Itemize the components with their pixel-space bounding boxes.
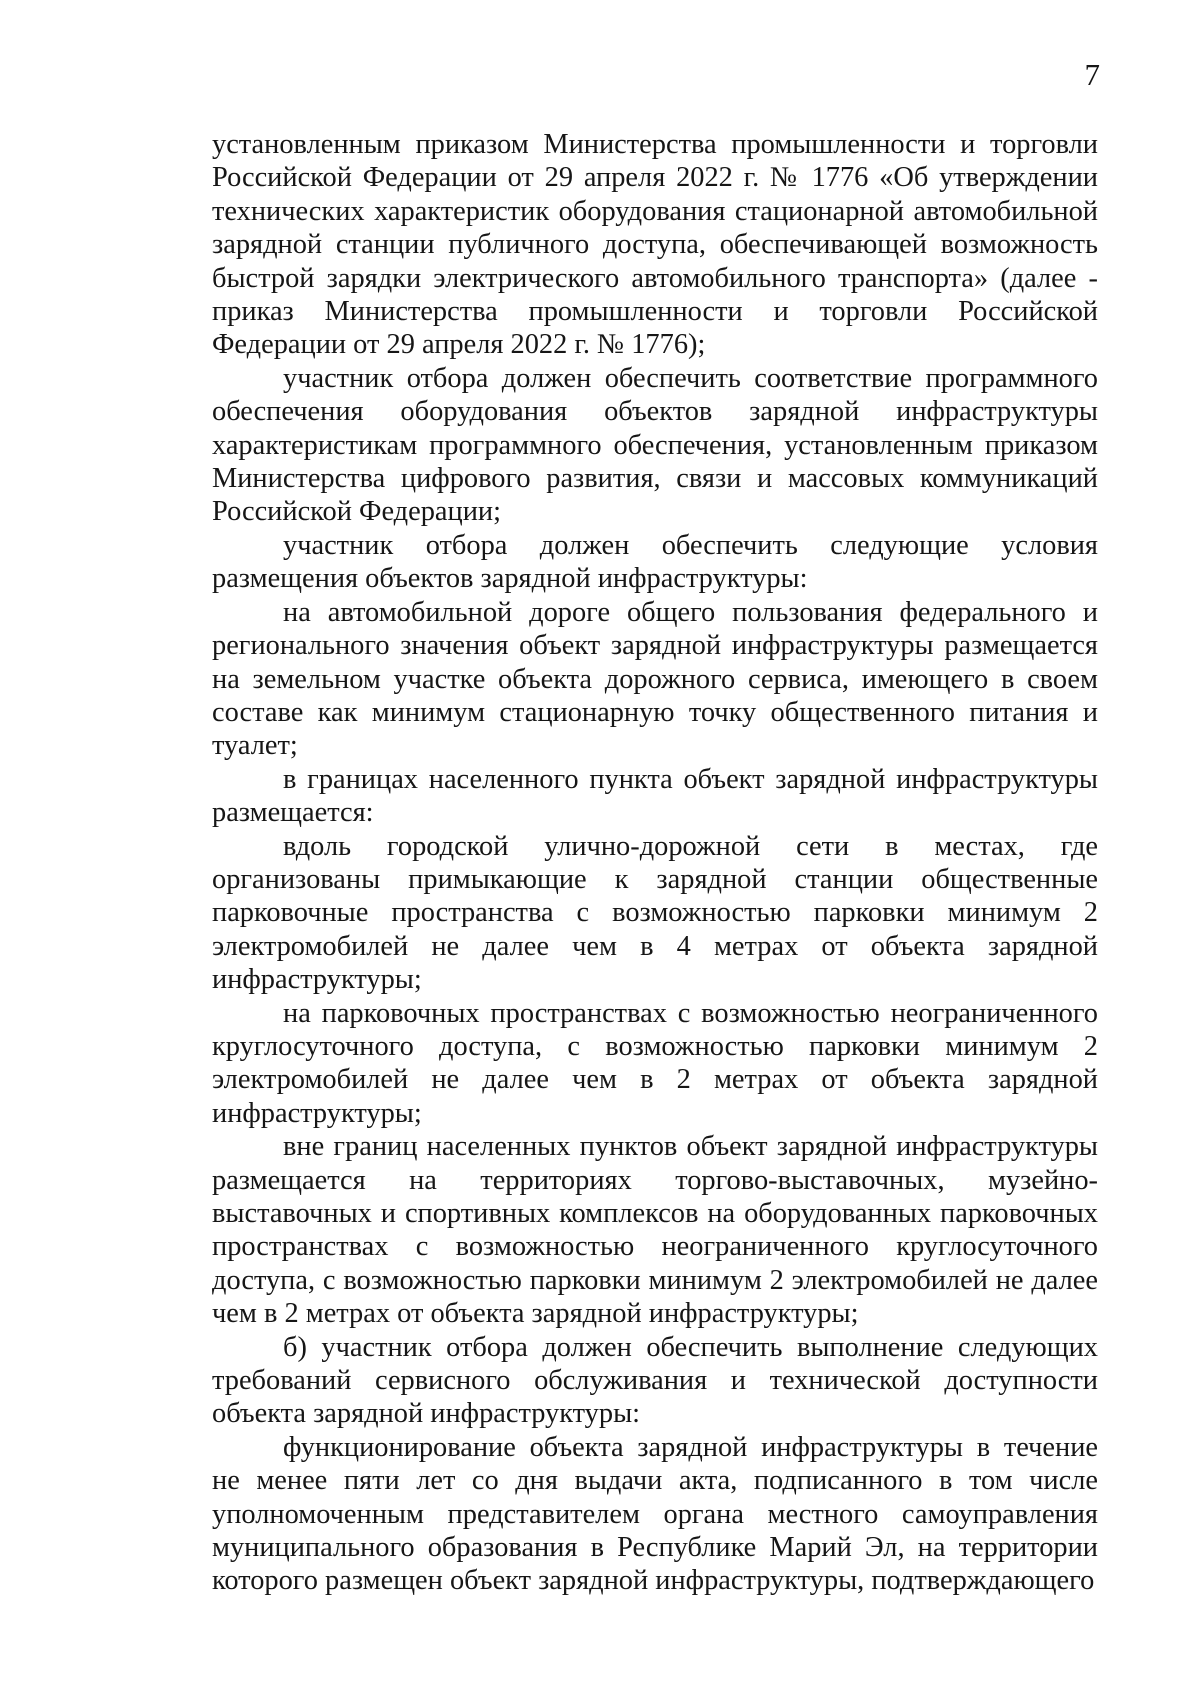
paragraph-software-compliance: участник отбора должен обеспечить соответствие программного обеспечения оборудования объектов зарядной инфраструктуры характеристикам программного обеспечения, установленным приказом Министерства цифрового развития, связи и массовых коммуникаций Российской Федерации; bbox=[212, 362, 1098, 528]
paragraph-operation-period: функционирование объекта зарядной инфраструктуры в течение не менее пяти лет со дня выдачи акта, подписанного в том числе уполномоченным представителем органа местного самоуправления муниципального образования в Республике Марий Эл, на территории которого размещен объект зарядной инфраструктуры, подтверждающего bbox=[212, 1431, 1098, 1597]
paragraph-street-network: вдоль городской улично-дорожной сети в местах, где организованы примыкающие к зарядной станции общественные парковочные пространства с возможностью парковки минимум 2 электромобилей не далее чем в 4 метрах от объекта зарядной инфраструктуры; bbox=[212, 830, 1098, 996]
paragraph-parking-spaces: на парковочных пространствах с возможностью неограниченного круглосуточного доступа, с возможностью парковки минимум 2 электромобилей не далее чем в 2 метрах от объекта зарядной инфраструктуры; bbox=[212, 997, 1098, 1129]
document-body bbox=[212, 128, 1098, 1598]
page-number: 7 bbox=[1084, 57, 1100, 92]
paragraph-order-reference: установленным приказом Министерства промышленности и торговли Российской Федерации от 29 апреля 2022 г. № 1776 «Об утверждении технических характеристик оборудования стационарной автомобильной зарядной станции публичного доступа, обеспечивающей возможность быстрой зарядки электрического автомобильного транспорта» (далее - приказ Министерства промышленности и торговли Российской Федерации от 29 апреля 2022 г. № 1776); bbox=[212, 129, 1098, 361]
paragraph-outside-settlements: вне границ населенных пунктов объект зарядной инфраструктуры размещается на территориях торгово-выставочных, музейно-выставочных и спортивных комплексов на оборудованных парковочных пространствах с возможностью неограниченного круглосуточного доступа, с возможностью парковки минимум 2 электромобилей не далее чем в 2 метрах от объекта зарядной инфраструктуры; bbox=[212, 1131, 1098, 1330]
paragraph-service-requirements: б) участник отбора должен обеспечить выполнение следующих требований сервисного обслуживания и технической доступности объекта зарядной инфраструктуры: bbox=[212, 1331, 1098, 1430]
paragraph-placement-conditions: участник отбора должен обеспечить следующие условия размещения объектов зарядной инфраструктуры: bbox=[212, 529, 1098, 595]
paragraph-settlement-placement: в границах населенного пункта объект зарядной инфраструктуры размещается: bbox=[212, 763, 1098, 829]
paragraph-highway-placement: на автомобильной дороге общего пользования федерального и регионального значения объект зарядной инфраструктуры размещается на земельном участке объекта дорожного сервиса, имеющего в своем составе как минимум стационарную точку общественного питания и туалет; bbox=[212, 596, 1098, 762]
